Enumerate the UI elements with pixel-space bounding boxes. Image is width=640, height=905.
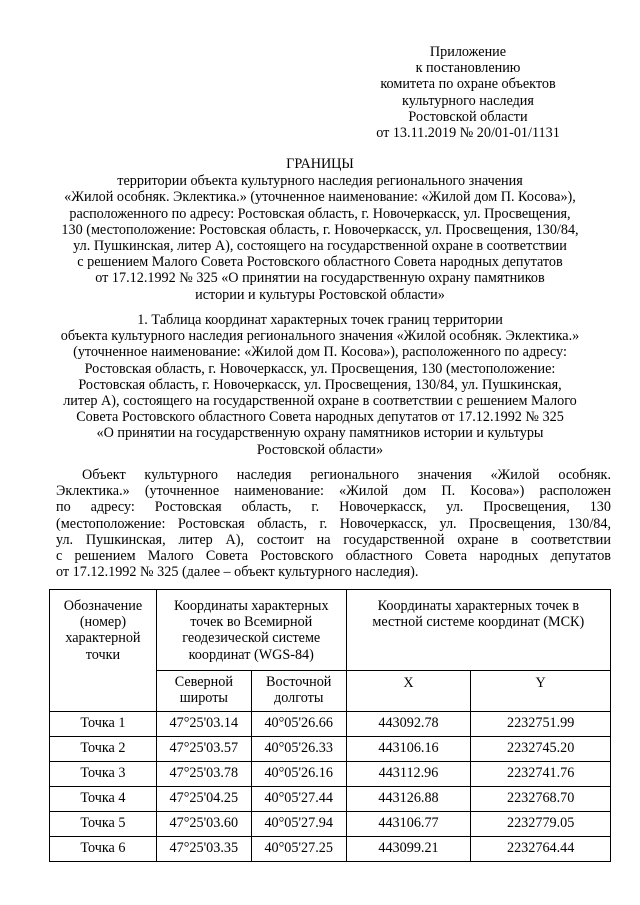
title-line: от 17.12.1992 № 325 «О принятии на государственную охрану памятников [95, 270, 545, 287]
document-heading: ГРАНИЦЫ [286, 156, 354, 172]
cell-north: 47°25'03.60 [156, 812, 251, 837]
table-caption-line: литер А), состоящего на государственной охране в соответствии с решением Малого [63, 393, 577, 410]
cell-x: 443112.96 [346, 762, 471, 787]
body-line: ул. Пушкинская, литер А), состоит на государственной охране в соответствии [56, 531, 611, 548]
cell-north: 47°25'03.78 [156, 762, 251, 787]
table-caption-line: «О принятии на государственную охрану памятников истории и культуры [96, 425, 544, 442]
appendix-line: комитета по охране объектов [380, 76, 556, 93]
title-line: истории и культуры Ростовской области» [195, 286, 445, 303]
table-caption-line: Совета Ростовского областного Совета народных депутатов от 17.12.1992 № 325 [76, 409, 564, 426]
coordinates-table [49, 589, 611, 862]
cell-north: 47°25'03.35 [156, 837, 251, 862]
subheader-y: Y [471, 671, 611, 712]
header-wgs-coordinates: Координаты характерных точек во Всемирной геодезической системе координат (WGS-84) [156, 590, 346, 671]
table-row [50, 812, 611, 837]
table-header-row [50, 590, 611, 671]
table-caption-line: 1. Таблица координат характерных точек границ территории [137, 312, 503, 328]
cell-east: 40°05'26.33 [251, 737, 346, 762]
cell-x: 443106.16 [346, 737, 471, 762]
body-line: с решением Малого Совета Ростовского областного Совета народных депутатов [56, 548, 611, 565]
cell-east: 40°05'26.16 [251, 762, 346, 787]
cell-y: 2232745.20 [471, 737, 611, 762]
subheader-north: Северной широты [156, 671, 251, 712]
cell-y: 2232779.05 [471, 812, 611, 837]
header-point-designation: Обозначение (номер) характерной точки [50, 590, 157, 712]
cell-y: 2232741.76 [471, 762, 611, 787]
appendix-line: культурного наследия [402, 92, 534, 109]
cell-x: 443126.88 [346, 787, 471, 812]
cell-x: 443106.77 [346, 812, 471, 837]
title-line: территории объекта культурного наследия регионального значения [117, 173, 523, 190]
cell-point: Точка 6 [50, 837, 157, 862]
title-line: 130 (местоположение: Ростовская область, г. Новочеркасск, ул. Просвещения, 130/84, [61, 221, 579, 238]
title-line: «Жилой особняк. Эклектика.» (уточненное наименование: «Жилой дом П. Косова»), [64, 189, 576, 206]
cell-point: Точка 4 [50, 787, 157, 812]
document-title-block [40, 156, 600, 303]
cell-point: Точка 5 [50, 812, 157, 837]
cell-east: 40°05'27.94 [251, 812, 346, 837]
cell-point: Точка 3 [50, 762, 157, 787]
appendix-block [338, 44, 598, 141]
table-caption-line: (уточненное наименование: «Жилой дом П. Косова»), расположенного по адресу: [73, 344, 567, 361]
table-caption-line: Ростовской области» [256, 441, 384, 458]
table-row [50, 762, 611, 787]
subheader-x: X [346, 671, 471, 712]
cell-x: 443099.21 [346, 837, 471, 862]
table-row [50, 787, 611, 812]
cell-east: 40°05'27.44 [251, 787, 346, 812]
appendix-line: к постановлению [415, 60, 521, 77]
cell-y: 2232751.99 [471, 712, 611, 737]
table-row [50, 737, 611, 762]
title-line: расположенного по адресу: Ростовская область, г. Новочеркасск, ул. Просвещения, [69, 205, 571, 222]
cell-y: 2232768.70 [471, 787, 611, 812]
header-msk-coordinates: Координаты характерных точек в местной системе координат (МСК) [346, 590, 610, 671]
body-paragraph [56, 467, 611, 580]
appendix-line: Ростовской области [408, 108, 528, 125]
cell-east: 40°05'27.25 [251, 837, 346, 862]
body-line: Объект культурного наследия регионального значения «Жилой особняк. [82, 467, 611, 483]
table-caption-line: Ростовская область, г. Новочеркасск, ул. Просвещения, 130/84, ул. Пушкинская, [78, 376, 562, 393]
body-line: (местоположение: Ростовская область, г. Новочеркасск, ул. Просвещения, 130/84, [56, 515, 611, 532]
cell-north: 47°25'03.57 [156, 737, 251, 762]
body-line: от 17.12.1992 № 325 (далее – объект культурного наследия). [56, 564, 419, 581]
title-line: ул. Пушкинская, литер А), состоящего на государственной охране в соответствии [73, 238, 567, 255]
table-caption-line: Ростовская область, г. Новочеркасск, ул. Просвещения, 130 (местоположение: [84, 360, 556, 377]
cell-y: 2232764.44 [471, 837, 611, 862]
cell-east: 40°05'26.66 [251, 712, 346, 737]
cell-point: Точка 2 [50, 737, 157, 762]
table-row [50, 712, 611, 737]
table-caption-block [40, 312, 600, 458]
subheader-east: Восточной долготы [251, 671, 346, 712]
body-line: по адресу: Ростовская область, г. Новочеркасск, ул. Просвещения, 130 [56, 499, 611, 516]
table-caption-line: объекта культурного наследия регионального значения «Жилой особняк. Эклектика.» [60, 328, 580, 345]
body-line: Эклектика.» (уточненное наименование: «Жилой дом П. Косова») расположен [56, 483, 611, 500]
title-line: с решением Малого Совета Ростовского областного Совета народных депутатов [77, 254, 563, 271]
cell-point: Точка 1 [50, 712, 157, 737]
cell-north: 47°25'04.25 [156, 787, 251, 812]
appendix-line: от 13.11.2019 № 20/01-01/1131 [376, 125, 560, 142]
cell-north: 47°25'03.14 [156, 712, 251, 737]
appendix-line: Приложение [429, 44, 507, 60]
table-row [50, 837, 611, 862]
cell-x: 443092.78 [346, 712, 471, 737]
